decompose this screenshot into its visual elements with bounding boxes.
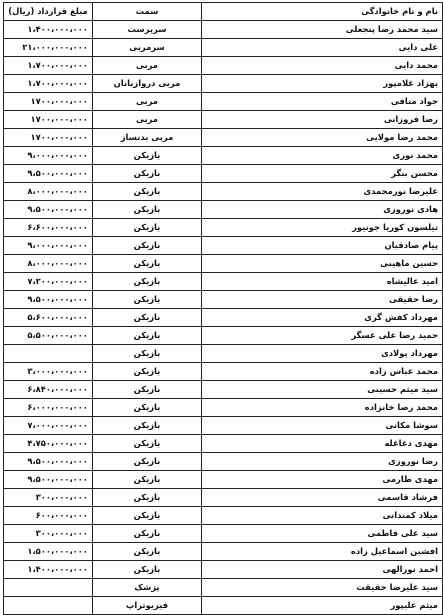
cell-amount xyxy=(4,579,93,597)
table-row xyxy=(4,489,443,507)
cell-amount: ۱،۷۰۰،۰۰۰،۰۰۰ xyxy=(4,75,93,93)
table-header-row xyxy=(4,3,443,21)
cell-role: بازیکن xyxy=(93,183,202,201)
cell-role: بازیکن xyxy=(93,417,202,435)
cell-role: مربی xyxy=(93,111,202,129)
cell-name: رضا فروزانی xyxy=(202,111,443,129)
cell-name: سید محمد رضا پنجعلی xyxy=(202,21,443,39)
table-row xyxy=(4,399,443,417)
cell-name: افشین اسماعیل زاده xyxy=(202,543,443,561)
cell-role: بازیکن xyxy=(93,471,202,489)
cell-amount: ۸،۰۰۰،۰۰۰،۰۰۰ xyxy=(4,183,93,201)
cell-role: بازیکن xyxy=(93,453,202,471)
cell-name: مهدی طارمی xyxy=(202,471,443,489)
cell-role: بازیکن xyxy=(93,561,202,579)
cell-name: رضا حقیقی xyxy=(202,291,443,309)
cell-amount: ۱،۴۰۰،۰۰۰،۰۰۰ xyxy=(4,561,93,579)
table-row xyxy=(4,309,443,327)
cell-name: سید علی فاطمی xyxy=(202,525,443,543)
cell-amount: ۱،۴۰۰،۰۰۰،۰۰۰ xyxy=(4,21,93,39)
cell-name: علی دایی xyxy=(202,39,443,57)
cell-role: بازیکن xyxy=(93,507,202,525)
cell-amount: ۲۱،۰۰۰،۰۰۰،۰۰۰ xyxy=(4,39,93,57)
cell-amount: ۸،۰۰۰،۰۰۰،۰۰۰ xyxy=(4,255,93,273)
cell-role: بازیکن xyxy=(93,147,202,165)
table-row xyxy=(4,453,443,471)
header-name: نام و نام خانوادگی xyxy=(202,3,443,21)
cell-name: محمد رضا خانزاده xyxy=(202,399,443,417)
cell-amount: ۹،۵۰۰،۰۰۰،۰۰۰ xyxy=(4,291,93,309)
cell-name: محمد رضا مولایی xyxy=(202,129,443,147)
cell-role: فیزیوتراپ xyxy=(93,597,202,615)
table-row xyxy=(4,435,443,453)
header-amount: مبلغ قرارداد (ریال) xyxy=(4,3,93,21)
cell-name: حسین ماهینی xyxy=(202,255,443,273)
table-row xyxy=(4,129,443,147)
table-row xyxy=(4,363,443,381)
table-row xyxy=(4,525,443,543)
cell-role: بازیکن xyxy=(93,525,202,543)
cell-amount: ۵،۶۰۰،۰۰۰،۰۰۰ xyxy=(4,309,93,327)
table-row xyxy=(4,165,443,183)
cell-name: فرشاد قاسمی xyxy=(202,489,443,507)
cell-amount: ۳،۰۰۰،۰۰۰،۰۰۰ xyxy=(4,363,93,381)
cell-role: بازیکن xyxy=(93,165,202,183)
cell-role: بازیکن xyxy=(93,237,202,255)
table-row xyxy=(4,39,443,57)
table-row xyxy=(4,111,443,129)
cell-amount: ۶۰۰،۰۰۰،۰۰۰ xyxy=(4,507,93,525)
cell-role: بازیکن xyxy=(93,273,202,291)
table-row xyxy=(4,345,443,363)
table-row xyxy=(4,471,443,489)
cell-amount xyxy=(4,345,93,363)
cell-name: مهرداد کفش گری xyxy=(202,309,443,327)
cell-role: بازیکن xyxy=(93,363,202,381)
cell-amount: ۱،۵۰۰،۰۰۰،۰۰۰ xyxy=(4,543,93,561)
cell-name: محمد دایی xyxy=(202,57,443,75)
cell-amount: ۱،۷۰۰،۰۰۰،۰۰۰ xyxy=(4,57,93,75)
cell-amount: ۶،۸۴۰،۰۰۰،۰۰۰ xyxy=(4,381,93,399)
cell-role: بازیکن xyxy=(93,201,202,219)
cell-role: مربی بدنساز xyxy=(93,129,202,147)
table-row xyxy=(4,75,443,93)
table-row xyxy=(4,219,443,237)
table-row xyxy=(4,597,443,615)
table-row xyxy=(4,237,443,255)
table-row xyxy=(4,273,443,291)
cell-role: بازیکن xyxy=(93,219,202,237)
cell-name: رضا نوروزی xyxy=(202,453,443,471)
cell-role: بازیکن xyxy=(93,291,202,309)
cell-name: احمد نورالهی xyxy=(202,561,443,579)
table-row xyxy=(4,417,443,435)
cell-amount: ۷،۰۰۰،۰۰۰،۰۰۰ xyxy=(4,417,93,435)
cell-name: محمد عباس زاده xyxy=(202,363,443,381)
cell-role: پزشک xyxy=(93,579,202,597)
cell-amount: ۳۰۰،۰۰۰،۰۰۰ xyxy=(4,525,93,543)
cell-role: سرمربی xyxy=(93,39,202,57)
cell-role: بازیکن xyxy=(93,345,202,363)
cell-name: بهزاد غلامپور xyxy=(202,75,443,93)
cell-role: بازیکن xyxy=(93,255,202,273)
cell-amount: ۳۰۰،۰۰۰،۰۰۰ xyxy=(4,489,93,507)
cell-amount: ۶،۶۰۰،۰۰۰،۰۰۰ xyxy=(4,219,93,237)
cell-role: مربی xyxy=(93,57,202,75)
cell-amount: ۱۷۰۰،۰۰۰،۰۰۰ xyxy=(4,129,93,147)
cell-amount: ۹،۵۰۰،۰۰۰،۰۰۰ xyxy=(4,471,93,489)
cell-name: میلاد کمندانی xyxy=(202,507,443,525)
cell-role: بازیکن xyxy=(93,435,202,453)
table-body xyxy=(4,21,443,615)
cell-name: سوشا مکانی xyxy=(202,417,443,435)
cell-amount: ۹،۰۰۰،۰۰۰،۰۰۰ xyxy=(4,237,93,255)
cell-amount: ۱۷۰۰،۰۰۰،۰۰۰ xyxy=(4,111,93,129)
table-row xyxy=(4,327,443,345)
cell-amount: ۹،۵۰۰،۰۰۰،۰۰۰ xyxy=(4,453,93,471)
table-row xyxy=(4,201,443,219)
table-row xyxy=(4,507,443,525)
table-row xyxy=(4,543,443,561)
cell-amount: ۹،۰۰۰،۰۰۰،۰۰۰ xyxy=(4,147,93,165)
cell-name: علیرضا نورمحمدی xyxy=(202,183,443,201)
cell-amount: ۷،۲۰۰،۰۰۰،۰۰۰ xyxy=(4,273,93,291)
cell-amount: ۹،۵۰۰،۰۰۰،۰۰۰ xyxy=(4,165,93,183)
cell-amount: ۶،۰۰۰،۰۰۰،۰۰۰ xyxy=(4,399,93,417)
cell-amount: ۹،۵۰۰،۰۰۰،۰۰۰ xyxy=(4,201,93,219)
cell-amount: ۴،۷۵۰،۰۰۰،۰۰۰ xyxy=(4,435,93,453)
table-row xyxy=(4,93,443,111)
cell-name: حمید رضا علی عسگر xyxy=(202,327,443,345)
cell-name: مهدی دغاغله xyxy=(202,435,443,453)
cell-role: مربی دروازبانان xyxy=(93,75,202,93)
cell-name: جواد منافی xyxy=(202,93,443,111)
table-row xyxy=(4,21,443,39)
cell-name: میثم علیپور xyxy=(202,597,443,615)
table-row xyxy=(4,291,443,309)
table-row xyxy=(4,147,443,165)
cell-role: بازیکن xyxy=(93,309,202,327)
cell-role: سرپرست xyxy=(93,21,202,39)
cell-name: هادی نوروزی xyxy=(202,201,443,219)
header-role: سمت xyxy=(93,3,202,21)
cell-name: امید عالیشاه xyxy=(202,273,443,291)
table-row xyxy=(4,561,443,579)
cell-amount: ۱۷۰۰،۰۰۰،۰۰۰ xyxy=(4,93,93,111)
cell-role: بازیکن xyxy=(93,399,202,417)
table-row xyxy=(4,381,443,399)
cell-name: پیام صادقیان xyxy=(202,237,443,255)
cell-name: مهرداد پولادی xyxy=(202,345,443,363)
cell-name: محمد نوری xyxy=(202,147,443,165)
cell-role: بازیکن xyxy=(93,381,202,399)
cell-amount xyxy=(4,597,93,615)
table-row xyxy=(4,183,443,201)
cell-name: تیلسون کوریا جونیور xyxy=(202,219,443,237)
table-row xyxy=(4,579,443,597)
cell-role: مربی xyxy=(93,93,202,111)
cell-name: سید میثم حسینی xyxy=(202,381,443,399)
cell-name: محسن بنگر xyxy=(202,165,443,183)
cell-role: بازیکن xyxy=(93,489,202,507)
cell-amount: ۵،۵۰۰،۰۰۰،۰۰۰ xyxy=(4,327,93,345)
cell-role: بازیکن xyxy=(93,543,202,561)
table-row xyxy=(4,255,443,273)
cell-role: بازیکن xyxy=(93,327,202,345)
cell-name: سید علیرضا حقیقت xyxy=(202,579,443,597)
table-row xyxy=(4,57,443,75)
contracts-table xyxy=(3,2,443,615)
